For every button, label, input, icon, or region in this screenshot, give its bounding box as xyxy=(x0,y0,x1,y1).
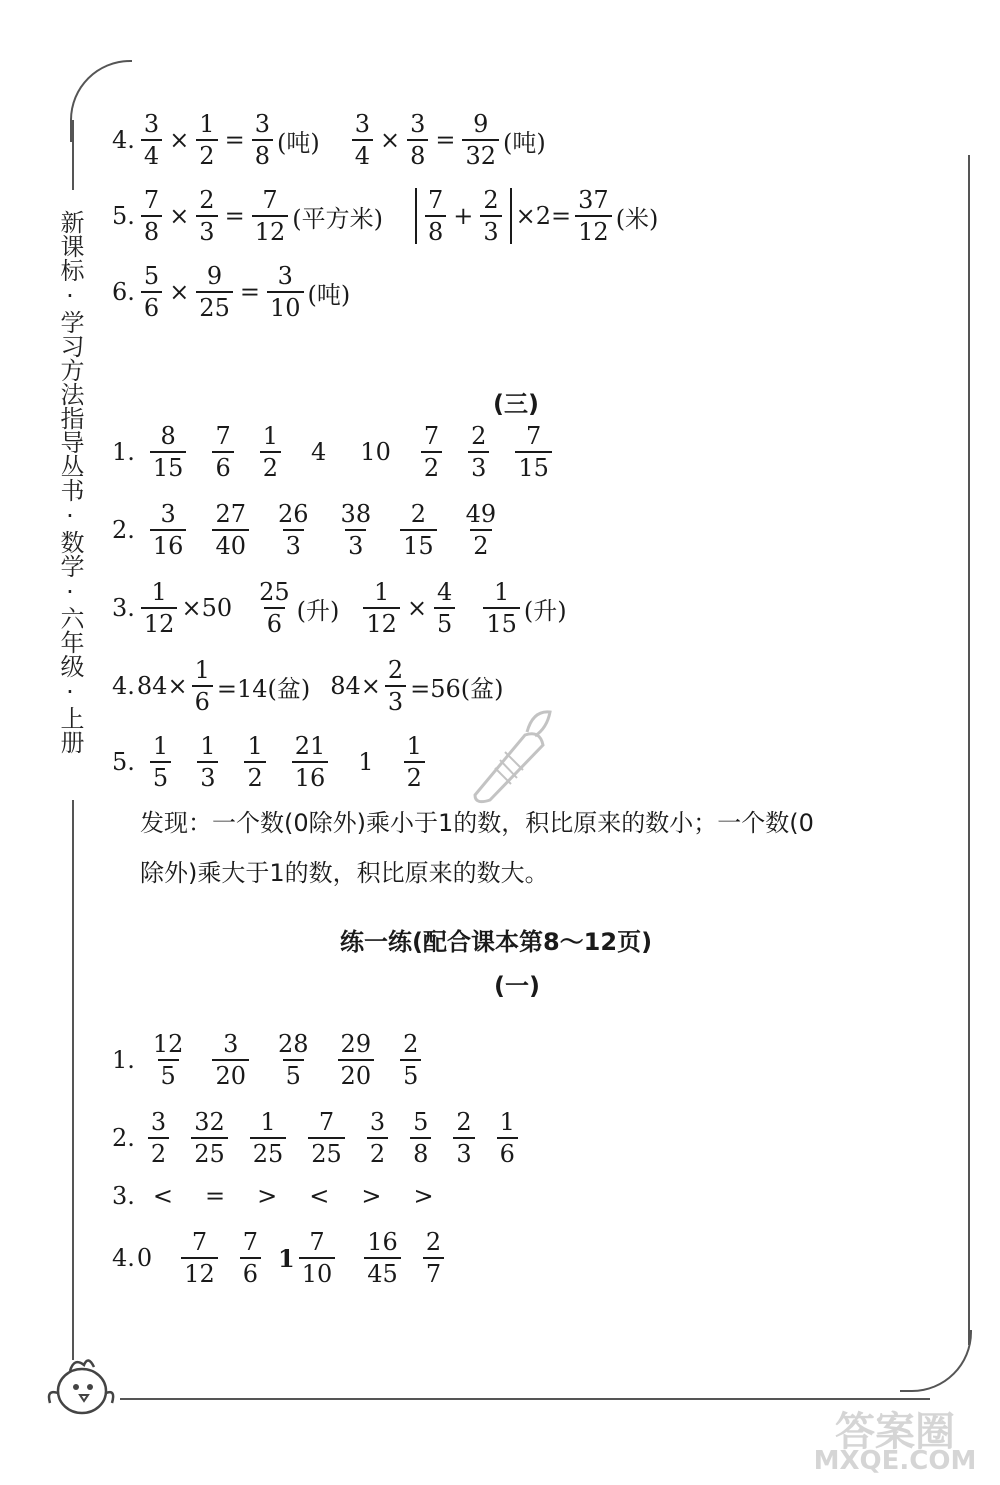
answer-list xyxy=(170,1230,272,1286)
fraction: $\frac{28}{5}$ xyxy=(278,1030,309,1090)
discovery-text-line-2: 除外)乘大于1的数，积比原来的数大。 xyxy=(140,859,549,887)
comparison-symbol: = xyxy=(205,1182,226,1210)
left-margin-rule-bottom xyxy=(72,800,74,1360)
left-margin-rule-top xyxy=(72,120,74,190)
answer-list xyxy=(137,1032,434,1088)
comparison-symbol: < xyxy=(309,1182,330,1210)
answer-row-p-2: 2. $\frac{3}{2}$ $\frac{32}{25}$ $\frac{1}{25}$ $\frac{7}{25}$ $\frac{3}{2}$ $\frac{5}{8}$ $\frac{2}{3}$ $\frac{1}{6}$ xyxy=(112,1110,529,1166)
fraction: $\frac{3}{8}$ xyxy=(252,112,273,168)
integer-answer: 10 xyxy=(360,438,391,466)
right-margin-rule xyxy=(968,155,970,1345)
answer-row-3-1: 1. $\frac{8}{15}$ $\frac{7}{6}$ $\frac{1}{2}$ 4 10 $\frac{7}{2}$ $\frac{2}{3}$ $\frac{7}{15}$ xyxy=(112,424,565,480)
fraction: $\frac{26}{3}$ xyxy=(278,500,309,560)
answer-row-3-5: 5. $\frac{1}{5}$ $\frac{1}{3}$ $\frac{1}{2}$ $\frac{21}{16}$ 1 $\frac{1}{2}$ xyxy=(112,734,438,790)
fraction: $\frac{3}{8}$ xyxy=(407,112,428,168)
watermark-logo: 答案圈 MXQE.COM xyxy=(813,1409,977,1476)
discovery-text-line-1: 发现：一个数(0除外)乘小于1的数，积比原来的数小；一个数(0 xyxy=(140,809,814,837)
chick-mascot-icon xyxy=(40,1345,120,1425)
fraction: $\frac{3}{16}$ xyxy=(150,502,187,558)
fraction: $\frac{12}{5}$ xyxy=(152,1030,184,1090)
integer-answer: 1 xyxy=(358,748,374,776)
fraction: $\frac{27}{40}$ xyxy=(212,502,249,558)
fraction: $\frac{21}{16}$ xyxy=(292,734,329,790)
fraction: $\frac{7}{6}$ xyxy=(212,424,233,480)
comparison-symbol: < xyxy=(152,1182,174,1210)
section-heading-3: (三) xyxy=(493,390,539,418)
answer-list xyxy=(137,424,565,480)
fraction: $\frac{7}{10}$ xyxy=(299,1230,336,1286)
answer-list xyxy=(137,1110,529,1166)
fraction: $\frac{1}{15}$ xyxy=(483,580,520,636)
fraction: $\frac{2}{5}$ xyxy=(400,1032,421,1088)
answer-row-p-1: 1. $\frac{12}{5}$ $\frac{3}{20}$ $\frac{28}{5}$ $\frac{29}{20}$ $\frac{2}{5}$ xyxy=(112,1032,434,1088)
fraction: $\frac{1}{2}$ xyxy=(404,734,425,790)
comparison-symbol: > xyxy=(413,1182,434,1210)
practice-heading: 练一练(配合课本第8～12页) xyxy=(340,928,653,956)
answer-row-3-2: 2. $\frac{3}{16}$ $\frac{27}{40}$ $\frac{26}{3}$ $\frac{38}{3}$ $\frac{2}{15}$ $\frac{49}{2}$ xyxy=(112,502,512,558)
answer-row-prev-6: 6. $\frac{5}{6}$ × $\frac{9}{25}$ = $\frac{3}{10}$ (吨) xyxy=(112,262,351,322)
fraction: $\frac{9}{25}$ xyxy=(196,264,233,320)
fraction: $\frac{1}{6}$ xyxy=(497,1110,518,1166)
answer-row-p-4: 4. 0 $\frac{7}{12}$ $\frac{7}{6}$ 1 $\frac{7}{10}$ $\frac{16}{45}$ $\frac{2}{7}$ xyxy=(112,1230,455,1286)
answer-list xyxy=(137,1182,450,1210)
fraction: $\frac{37}{12}$ xyxy=(575,188,612,244)
fraction: $\frac{29}{20}$ xyxy=(338,1032,375,1088)
fraction: $\frac{1}{12}$ xyxy=(363,580,400,636)
fraction: $\frac{1}{2}$ xyxy=(244,734,265,790)
integer-answer: 4 xyxy=(311,438,327,466)
fraction: $\frac{1}{3}$ xyxy=(197,734,218,790)
fraction: $\frac{1}{6}$ xyxy=(192,658,213,714)
fraction: $\frac{1}{25}$ xyxy=(250,1110,287,1166)
fraction: $\frac{7}{25}$ xyxy=(308,1110,345,1166)
comparison-symbol: > xyxy=(361,1182,382,1210)
fraction: $\frac{2}{3}$ xyxy=(453,1110,474,1166)
fraction: $\frac{2}{7}$ xyxy=(423,1230,444,1286)
answer-row-3-3: 3. $\frac{1}{12}$ ×50 $\frac{25}{6}$ (升) $\frac{1}{12}$ × $\frac{4}{5}$ $\frac{1}{15}$ (升) xyxy=(112,578,567,638)
fraction: $\frac{2}{15}$ xyxy=(400,502,437,558)
answer-row-p-3: 3. < = > < > > xyxy=(112,1182,450,1210)
fraction: $\frac{8}{15}$ xyxy=(150,424,187,480)
fraction: $\frac{3}{10}$ xyxy=(267,264,304,320)
fraction: $\frac{5}{8}$ xyxy=(410,1110,431,1166)
fraction: $\frac{7}{15}$ xyxy=(515,424,552,480)
answer-list xyxy=(137,734,438,790)
fraction: $\frac{32}{25}$ xyxy=(191,1110,228,1166)
side-series-title: 新课标·学习方法指导丛书·数学·六年级·上册 xyxy=(56,210,84,754)
fraction: $\frac{38}{3}$ xyxy=(340,500,372,560)
fraction: $\frac{2}{3}$ xyxy=(385,658,406,714)
comparison-symbol: > xyxy=(257,1182,278,1210)
fraction: $\frac{16}{45}$ xyxy=(364,1230,401,1286)
answer-list xyxy=(137,502,512,558)
fraction: $\frac{7}{12}$ xyxy=(252,188,289,244)
corner-decoration-bottom xyxy=(900,1330,972,1392)
practice-sub-heading: (一) xyxy=(494,972,540,1000)
carrot-icon xyxy=(455,700,565,810)
fraction: $\frac{1}{2}$ xyxy=(196,112,217,168)
answer-row-prev-4: 4. $\frac{3}{4}$ × $\frac{1}{2}$ = $\frac{3}{8}$ (吨) $\frac{3}{4}$ × $\frac{3}{8}$ = $\frac{9}{32}$ (吨) xyxy=(112,110,546,170)
fraction: $\frac{3}{2}$ xyxy=(148,1110,169,1166)
fraction: $\frac{7}{6}$ xyxy=(240,1230,261,1286)
fraction: $\frac{7}{8}$ xyxy=(425,188,446,244)
fraction: $\frac{1}{12}$ xyxy=(141,580,178,636)
fraction: $\frac{4}{5}$ xyxy=(434,580,455,636)
bracket-group: $\frac{7}{8}$ + $\frac{2}{3}$ xyxy=(415,188,512,244)
fraction: $\frac{2}{3}$ xyxy=(196,188,217,244)
fraction: $\frac{3}{20}$ xyxy=(212,1032,249,1088)
answer-list xyxy=(353,1230,455,1286)
fraction: $\frac{3}{4}$ xyxy=(352,112,373,168)
fraction: $\frac{3}{4}$ xyxy=(141,112,162,168)
fraction: $\frac{2}{3}$ xyxy=(480,188,501,244)
fraction: $\frac{7}{2}$ xyxy=(421,424,442,480)
fraction: $\frac{1}{5}$ xyxy=(150,734,171,790)
fraction: $\frac{3}{2}$ xyxy=(367,1110,388,1166)
fraction: $\frac{5}{6}$ xyxy=(141,264,162,320)
fraction: $\frac{25}{6}$ xyxy=(259,578,290,638)
fraction: $\frac{7}{12}$ xyxy=(181,1230,218,1286)
fraction: $\frac{7}{8}$ xyxy=(141,188,162,244)
fraction: $\frac{2}{3}$ xyxy=(468,424,489,480)
answer-row-3-4: 4. 84× $\frac{1}{6}$ =14(盆) 84× $\frac{2}{3}$ =56(盆) xyxy=(112,656,504,716)
fraction: $\frac{1}{2}$ xyxy=(260,424,281,480)
fraction: $\frac{49}{2}$ xyxy=(465,500,497,560)
fraction: $\frac{9}{32}$ xyxy=(462,112,499,168)
answer-row-prev-5: 5. $\frac{7}{8}$ × $\frac{2}{3}$ = $\frac{7}{12}$ (平方米) $\frac{7}{8}$ + $\frac{2}{3}$ ×2= $\frac{37}{12}$ (米) xyxy=(112,186,659,246)
